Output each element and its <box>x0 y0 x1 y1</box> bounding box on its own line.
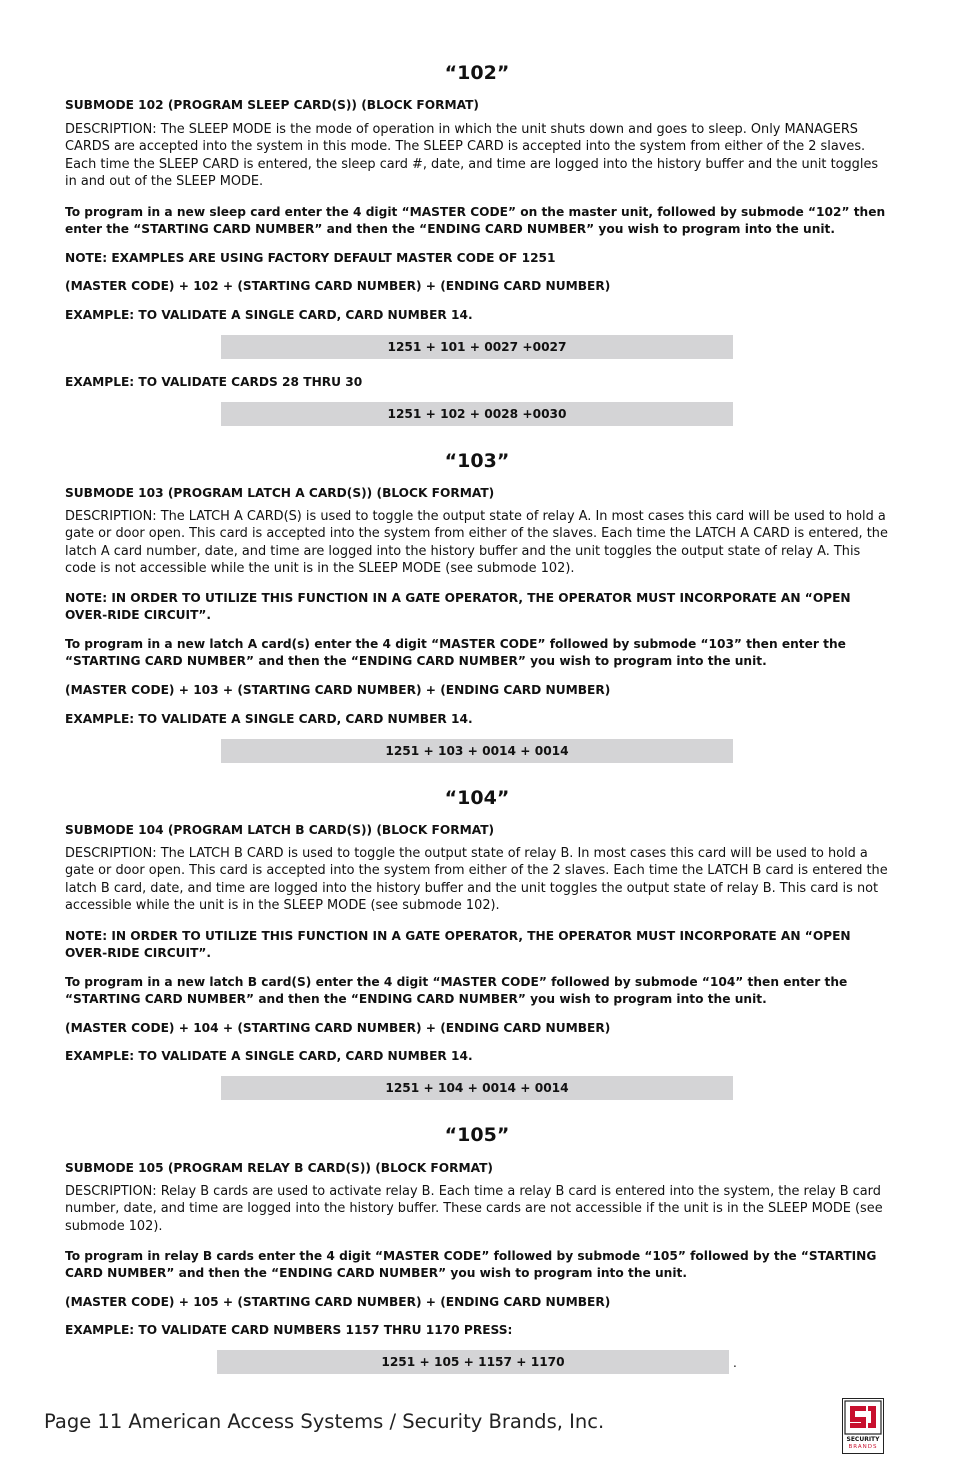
security-brands-logo <box>842 1398 884 1454</box>
section-102-example-2: EXAMPLE: TO VALIDATE CARDS 28 THRU 30 <box>65 375 363 389</box>
section-105-code-1: 1251 + 105 + 1157 + 1170 <box>217 1350 729 1374</box>
section-104-formula: (MASTER CODE) + 104 + (STARTING CARD NUMBER) + (ENDING CARD NUMBER) <box>65 1021 611 1035</box>
section-104-instruction: To program in a new latch B card(S) enter the 4 digit “MASTER CODE” followed by submode “104” then enter the “STARTING CARD NUMBER” and then the “ENDING CARD NUMBER” you wish to program into the unit. <box>65 975 848 1007</box>
section-102-description: DESCRIPTION: The SLEEP MODE is the mode of operation in which the unit shuts down and goes to sleep. Only MANAGERS CARDS are accepted into the system in this mode. The SLEEP CARD is accepted into the system from either of the 2 slaves. Each time the SLEEP CARD is entered, the sleep card #, date, and time are logged into the history buffer and the unit toggles in and out of the SLEEP MODE. <box>65 122 879 189</box>
section-103-example-1: EXAMPLE: TO VALIDATE A SINGLE CARD, CARD NUMBER 14. <box>65 712 473 726</box>
section-103-formula: (MASTER CODE) + 103 + (STARTING CARD NUMBER) + (ENDING CARD NUMBER) <box>65 683 611 697</box>
logo-text-brands: BRANDS <box>848 1444 878 1450</box>
section-104-description: DESCRIPTION: The LATCH B CARD is used to toggle the output state of relay B. In most cases this card will be used to hold a gate or door open. This card is accepted into the system from either of the 2 slaves. Each time the LATCH B card is entered the latch B card, date, and time are logged into the history buffer and the unit toggles the output state of relay B. This card is not accessible while the unit is in the SLEEP MODE (see submode 102). <box>65 846 888 913</box>
section-103-title: “103” <box>444 450 510 472</box>
section-103-description: DESCRIPTION: The LATCH A CARD(S) is used to toggle the output state of relay A. In most cases this card will be used to hold a gate or door open. This card is accepted into the system from either of the slaves. Each time the LATCH A CARD is entered, the latch A card number, date, and time are logged into the history buffer and the unit toggles the output state of relay A. This code is not accessible while the unit is in the SLEEP MODE (see submode 102). <box>65 509 888 576</box>
section-104-example-1: EXAMPLE: TO VALIDATE A SINGLE CARD, CARD NUMBER 14. <box>65 1049 473 1063</box>
section-103-note: NOTE: IN ORDER TO UTILIZE THIS FUNCTION IN A GATE OPERATOR, THE OPERATOR MUST INCORPORATE AN “OPEN OVER-RIDE CIRCUIT”. <box>65 591 851 623</box>
section-103-instruction: To program in a new latch A card(s) enter the 4 digit “MASTER CODE” followed by submode “103” then enter the “STARTING CARD NUMBER” and then the “ENDING CARD NUMBER” you wish to program into the unit. <box>65 637 846 669</box>
section-105-instruction: To program in relay B cards enter the 4 digit “MASTER CODE” followed by submode “105” followed by the “STARTING CARD NUMBER” and then the “ENDING CARD NUMBER” you wish to program into the unit. <box>65 1249 877 1281</box>
section-102-code-1: 1251 + 101 + 0027 +0027 <box>221 335 733 359</box>
section-105-subtitle: SUBMODE 105 (PROGRAM RELAY B CARD(S)) (BLOCK FORMAT) <box>65 1161 493 1175</box>
section-104-note: NOTE: IN ORDER TO UTILIZE THIS FUNCTION IN A GATE OPERATOR, THE OPERATOR MUST INCORPORATE AN “OPEN OVER-RIDE CIRCUIT”. <box>65 929 851 961</box>
section-102-example-1: EXAMPLE: TO VALIDATE A SINGLE CARD, CARD NUMBER 14. <box>65 308 473 322</box>
section-105-description: DESCRIPTION: Relay B cards are used to activate relay B. Each time a relay B card is entered into the system, the relay B card number, date, and time are logged into the history buffer. These cards are not accessible if the unit is in the SLEEP MODE (see submode 102). <box>65 1184 883 1234</box>
section-102-note: NOTE: EXAMPLES ARE USING FACTORY DEFAULT MASTER CODE OF 1251 <box>65 251 556 265</box>
section-104-title: “104” <box>444 787 510 809</box>
trailing-dot: . <box>733 1356 737 1370</box>
section-102-formula: (MASTER CODE) + 102 + (STARTING CARD NUMBER) + (ENDING CARD NUMBER) <box>65 279 611 293</box>
section-102-code-2: 1251 + 102 + 0028 +0030 <box>221 402 733 426</box>
page-footer: Page 11 American Access Systems / Security Brands, Inc. <box>44 1410 605 1433</box>
section-102-title: “102” <box>444 62 510 84</box>
section-104-code-1: 1251 + 104 + 0014 + 0014 <box>221 1076 733 1100</box>
section-105-example-1: EXAMPLE: TO VALIDATE CARD NUMBERS 1157 THRU 1170 PRESS: <box>65 1323 513 1337</box>
section-103-code-1: 1251 + 103 + 0014 + 0014 <box>221 739 733 763</box>
section-105-title: “105” <box>444 1124 510 1146</box>
section-102-subtitle: SUBMODE 102 (PROGRAM SLEEP CARD(S)) (BLOCK FORMAT) <box>65 98 479 112</box>
section-104-subtitle: SUBMODE 104 (PROGRAM LATCH B CARD(S)) (BLOCK FORMAT) <box>65 823 495 837</box>
logo-text-security: SECURITY <box>846 1436 880 1443</box>
section-102-instruction: To program in a new sleep card enter the 4 digit “MASTER CODE” on the master unit, followed by submode “102” then enter the “STARTING CARD NUMBER” and then the “ENDING CARD NUMBER” you wish to program into the unit. <box>65 205 886 237</box>
section-105-formula: (MASTER CODE) + 105 + (STARTING CARD NUMBER) + (ENDING CARD NUMBER) <box>65 1295 611 1309</box>
section-103-subtitle: SUBMODE 103 (PROGRAM LATCH A CARD(S)) (BLOCK FORMAT) <box>65 486 495 500</box>
